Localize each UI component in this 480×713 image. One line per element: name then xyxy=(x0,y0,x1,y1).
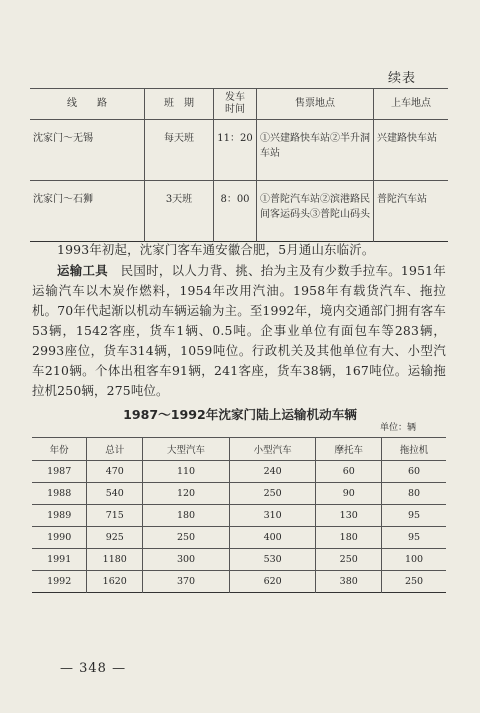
paragraph-body: 民国时，以人力背、挑、抬为主及有少数手拉车。1951年运输汽车以木炭作燃料，1954年改用汽油。1958年有载货汽车、拖拉机。70年代起渐以机动车辆运输为主。至1992年，境内交通部门拥有客车53辆，1542客座，货车1辆、0.5吨。企事业单位有面包车等283辆，2993座位，货车314辆，1059吨位。行政机关及其他单位有大、小型汽车210辆。个体出租客车91辆，241客座，货车38辆，167吨位。运输拖拉机250辆，275吨位。 xyxy=(32,263,446,398)
vehicle-cell: 400 xyxy=(229,527,316,549)
table-row xyxy=(32,505,446,527)
header-time: 发车 时间 xyxy=(214,89,257,120)
vehicle-cell: 1992 xyxy=(32,571,87,593)
table-row xyxy=(32,549,446,571)
time-cell: 11：20 xyxy=(214,120,257,181)
table-row xyxy=(32,461,446,483)
vehicle-cell: 620 xyxy=(229,571,316,593)
vehicle-header-cell: 摩托车 xyxy=(316,438,382,461)
route-cell: 沈家门～石狮 xyxy=(30,181,145,242)
vehicle-cell: 90 xyxy=(316,483,382,505)
section-heading: 运输工具 xyxy=(57,263,108,278)
vehicle-header-cell: 年份 xyxy=(32,438,87,461)
route-cell: 沈家门～无锡 xyxy=(30,120,145,181)
vehicle-cell: 1620 xyxy=(87,571,143,593)
vehicle-cell: 925 xyxy=(87,527,143,549)
header-ticket-place: 售票地点 xyxy=(257,89,374,120)
vehicle-cell: 60 xyxy=(382,461,446,483)
vehicle-header-cell: 大型汽车 xyxy=(143,438,230,461)
vehicle-cell: 1988 xyxy=(32,483,87,505)
page-number: — 348 — xyxy=(60,661,127,676)
vehicle-cell: 1991 xyxy=(32,549,87,571)
header-route: 线 路 xyxy=(30,89,145,120)
vehicle-header-cell: 总计 xyxy=(87,438,143,461)
vehicle-cell: 250 xyxy=(143,527,230,549)
vehicle-cell: 1989 xyxy=(32,505,87,527)
table-row xyxy=(32,527,446,549)
route-table-header xyxy=(30,89,448,120)
header-boarding-place: 上车地点 xyxy=(374,89,449,120)
vehicle-cell: 80 xyxy=(382,483,446,505)
vehicle-cell: 470 xyxy=(87,461,143,483)
vehicle-cell: 1180 xyxy=(87,549,143,571)
vehicle-cell: 250 xyxy=(382,571,446,593)
vehicle-cell: 180 xyxy=(316,527,382,549)
vehicle-table-header xyxy=(32,438,446,461)
vehicle-cell: 540 xyxy=(87,483,143,505)
vehicle-cell: 1990 xyxy=(32,527,87,549)
header-schedule: 班 期 xyxy=(145,89,214,120)
vehicle-cell: 95 xyxy=(382,527,446,549)
schedule-cell: 每天班 xyxy=(145,120,214,181)
vehicle-header-cell: 小型汽车 xyxy=(229,438,316,461)
table-row xyxy=(30,120,448,181)
vehicle-cell: 120 xyxy=(143,483,230,505)
vehicle-table-title: 1987～1992年沈家门陆上运输机动车辆 xyxy=(123,407,357,422)
vehicle-cell: 380 xyxy=(316,571,382,593)
vehicle-cell: 300 xyxy=(143,549,230,571)
vehicle-cell: 250 xyxy=(229,483,316,505)
vehicle-cell: 250 xyxy=(316,549,382,571)
paragraph-transport-tools xyxy=(32,261,446,401)
continued-label: 续表 xyxy=(388,71,417,86)
vehicle-table xyxy=(32,437,446,593)
table-row xyxy=(32,483,446,505)
table-row xyxy=(30,181,448,242)
vehicle-cell: 715 xyxy=(87,505,143,527)
vehicle-cell: 180 xyxy=(143,505,230,527)
unit-label: 单位：辆 xyxy=(380,423,417,433)
vehicle-cell: 310 xyxy=(229,505,316,527)
vehicle-cell: 100 xyxy=(382,549,446,571)
vehicle-header-cell: 拖拉机 xyxy=(382,438,446,461)
paragraph-1993: 1993年初起，沈家门客车通安徽合肥，5月通山东临沂。 xyxy=(57,242,375,257)
vehicle-cell: 110 xyxy=(143,461,230,483)
vehicle-cell: 130 xyxy=(316,505,382,527)
boarding-cell: 普陀汽车站 xyxy=(374,181,449,242)
vehicle-cell: 370 xyxy=(143,571,230,593)
ticket-cell: ①兴建路快车站②半升洞车站 xyxy=(257,120,374,181)
vehicle-cell: 60 xyxy=(316,461,382,483)
boarding-cell: 兴建路快车站 xyxy=(374,120,449,181)
ticket-cell: ①普陀汽车站②滨港路民间客运码头③普陀山码头 xyxy=(257,181,374,242)
vehicle-cell: 530 xyxy=(229,549,316,571)
route-table xyxy=(30,88,448,242)
schedule-cell: 3天班 xyxy=(145,181,214,242)
time-cell: 8：00 xyxy=(214,181,257,242)
table-row xyxy=(32,571,446,593)
vehicle-cell: 1987 xyxy=(32,461,87,483)
vehicle-cell: 95 xyxy=(382,505,446,527)
vehicle-cell: 240 xyxy=(229,461,316,483)
